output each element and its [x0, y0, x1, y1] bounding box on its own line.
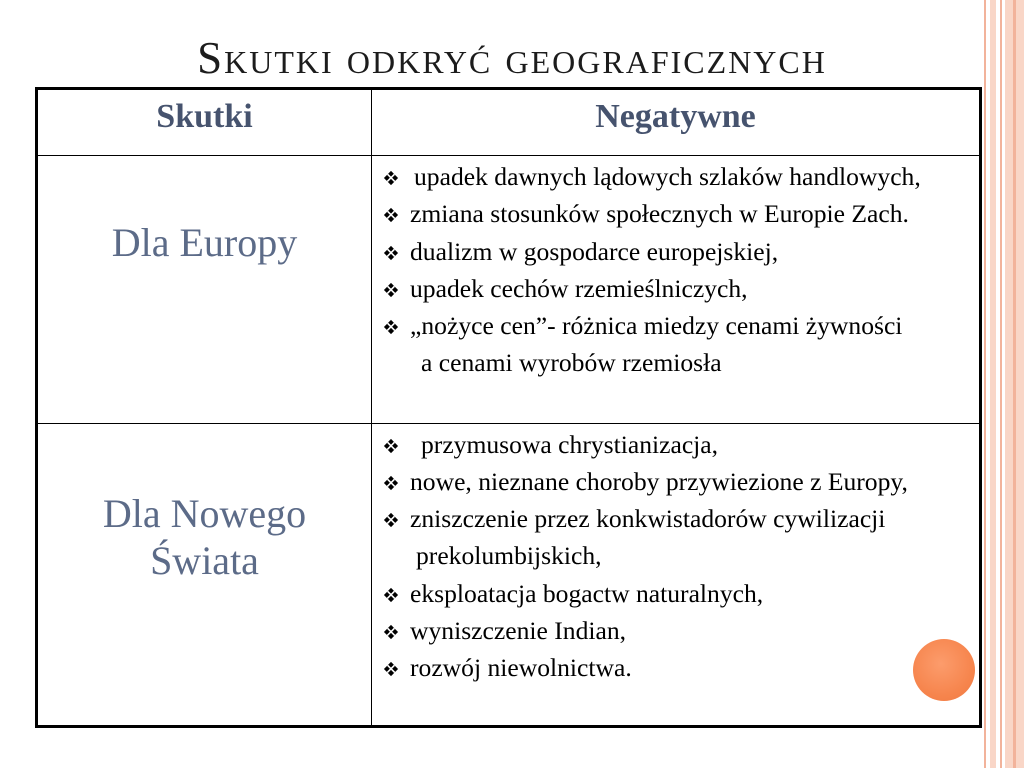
list-item — [384, 233, 974, 270]
four-diamond-bullet-icon — [384, 662, 398, 676]
list-item — [384, 463, 974, 500]
four-diamond-bullet-icon — [384, 171, 398, 185]
four-diamond-bullet-icon — [384, 320, 398, 334]
list-item-text: a cenami wyrobów rzemiosła — [421, 348, 722, 378]
list-item-text: rozwój niewolnictwa. — [410, 653, 632, 683]
list-item-text: zmiana stosunków społecznych w Europie Zach. — [410, 199, 909, 229]
row-divider — [35, 155, 982, 156]
four-diamond-bullet-icon — [384, 513, 398, 527]
four-diamond-bullet-icon — [384, 476, 398, 490]
stripe — [1000, 0, 1002, 768]
list-item — [384, 575, 974, 612]
four-diamond-bullet-icon — [384, 625, 398, 639]
list-item — [384, 195, 974, 232]
list-item-line — [384, 233, 974, 270]
stripe — [984, 0, 986, 768]
list-item-text: nowe, nieznane choroby przywiezione z Europy, — [410, 466, 908, 496]
orange-circle-decoration — [913, 639, 975, 701]
column-divider — [371, 87, 372, 728]
europe-effects-list — [384, 158, 974, 382]
list-item — [384, 270, 974, 307]
header-effects: Skutki — [156, 98, 253, 135]
list-item-continuation — [384, 344, 974, 381]
row-label-europe: Dla Europy — [111, 220, 298, 265]
list-item-text: przymusowa chrystianizacja, — [421, 429, 719, 459]
list-item-text: prekolumbijskich, — [416, 541, 602, 571]
header-negative: Negatywne — [595, 98, 756, 135]
list-item-line — [384, 649, 974, 686]
list-item — [384, 612, 974, 649]
list-item-line — [384, 158, 974, 195]
row-divider — [35, 423, 982, 424]
stripe — [1013, 0, 1016, 768]
slide-title: Skutki odkryć geograficznych — [197, 33, 827, 83]
list-item-text: „nożyce cen”- różnica miedzy cenami żywności — [410, 311, 903, 341]
list-item-text: upadek cechów rzemieślniczych, — [410, 273, 748, 303]
four-diamond-bullet-icon — [384, 246, 398, 260]
list-item-line — [384, 426, 974, 463]
list-item — [384, 158, 974, 195]
list-item — [384, 649, 974, 686]
four-diamond-bullet-icon — [384, 588, 398, 602]
stripe — [990, 0, 996, 768]
list-item — [384, 307, 974, 382]
list-item-text: dualizm w gospodarce europejskiej, — [410, 236, 779, 266]
row-label-new-world-line-1: Dla Nowego — [102, 491, 307, 536]
four-diamond-bullet-icon — [384, 283, 398, 297]
list-item-text: upadek dawnych lądowych szlaków handlowych, — [414, 162, 921, 191]
list-item-line — [384, 575, 974, 612]
list-item-text: wyniszczenie Indian, — [410, 615, 627, 645]
list-item — [384, 426, 974, 463]
list-item-line — [384, 500, 974, 537]
row-label-new-world-line-2: Świata — [150, 538, 259, 583]
new-world-effects-list — [384, 426, 974, 687]
four-diamond-bullet-icon — [384, 438, 398, 452]
list-item-line — [384, 270, 974, 307]
list-item — [384, 500, 974, 575]
list-item-line — [384, 612, 974, 649]
list-item-text: zniszczenie przez konkwistadorów cywilizacji — [410, 504, 886, 534]
list-item-line — [384, 195, 974, 232]
list-item-line — [384, 463, 974, 500]
list-item-text: eksploatacja bogactw naturalnych, — [410, 578, 764, 608]
list-item-line — [384, 307, 974, 344]
four-diamond-bullet-icon — [384, 208, 398, 222]
list-item-continuation — [384, 537, 974, 574]
